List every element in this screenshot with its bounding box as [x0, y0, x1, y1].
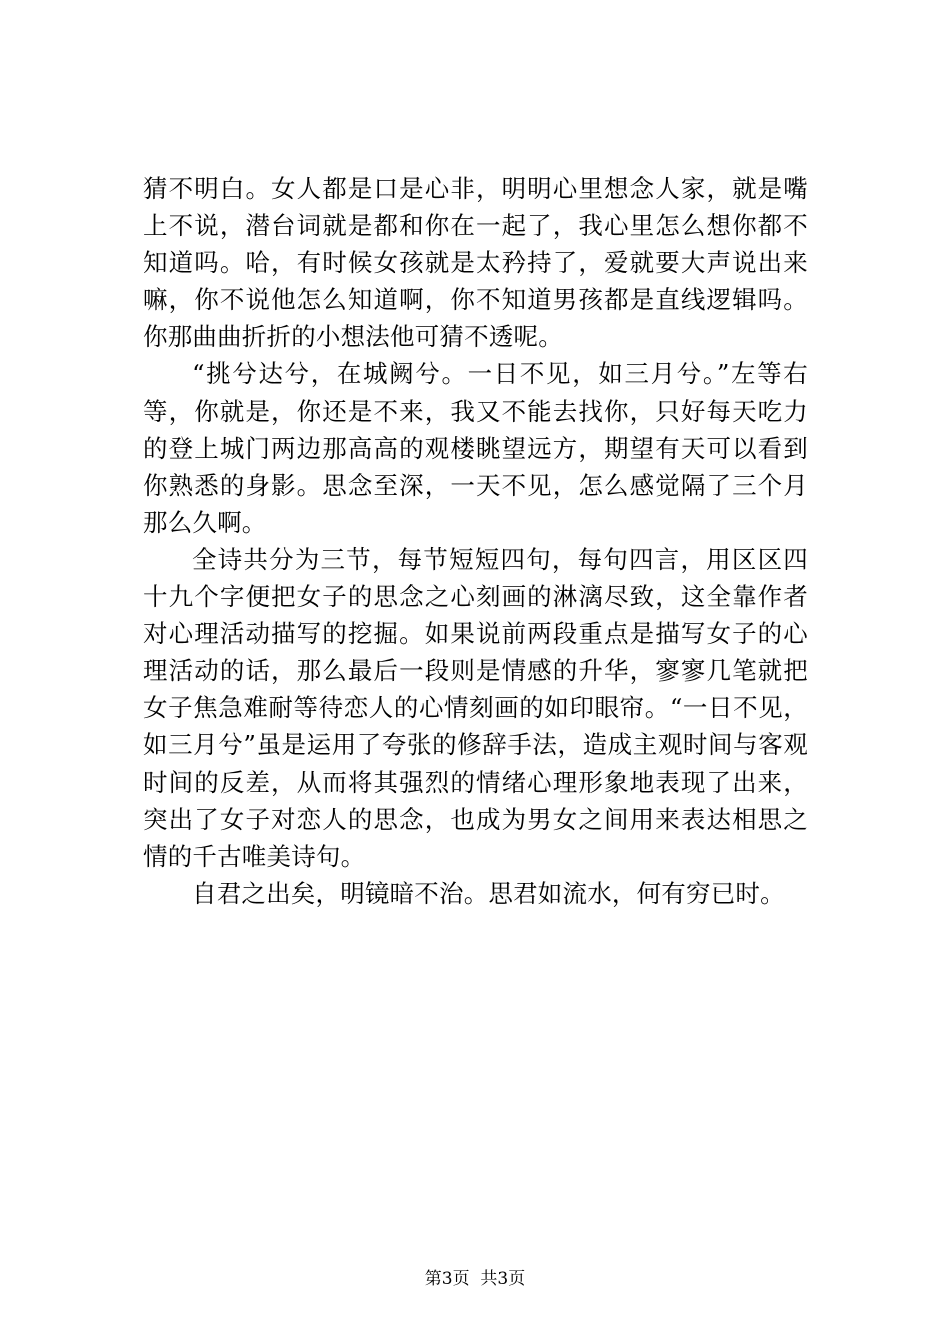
paragraph-continuation: 猜不明白。女人都是口是心非，明明心里想念人家，就是嘴上不说，潜台词就是都和你在一起了，我心里怎么想你都不知道吗。哈，有时候女孩就是太矜持了，爱就要大声说出来嘛，你不说他怎么知道啊，你不知道男孩都是直线逻辑吗。你那曲曲折折的小想法他可猜不透呢。	[143, 174, 808, 352]
footer-spacer	[470, 1269, 481, 1289]
page-number: 第3页	[424, 1269, 470, 1289]
body-text	[143, 170, 808, 912]
paragraph-poem-quote: “挑兮达兮，在城阙兮。一日不见，如三月兮。”左等右等，你就是，你还是不来，我又不能去找你，只好每天吃力的登上城门两边那高高的观楼眺望远方，期望有天可以看到你熟悉的身影。思念至深，一天不见，怎么感觉隔了三个月那么久啊。	[143, 359, 808, 537]
page-footer	[0, 1268, 950, 1290]
page-total: 共3页	[480, 1269, 526, 1289]
paragraph-analysis: 全诗共分为三节，每节短短四句，每句四言，用区区四十九个字便把女子的思念之心刻画的淋漓尽致，这全靠作者对心理活动描写的挖掘。如果说前两段重点是描写女子的心理活动的话，那么最后一段则是情感的升华，寥寥几笔就把女子焦急难耐等待恋人的心情刻画的如印眼帘。“一日不见，如三月兮”虽是运用了夸张的修辞手法，造成主观时间与客观时间的反差，从而将其强烈的情绪心理形象地表现了出来，突出了女子对恋人的思念，也成为男女之间用来表达相思之情的千古唯美诗句。	[143, 544, 808, 871]
paragraph-closing-verse: 自君之出矣，明镜暗不治。思君如流水，何有穷已时。	[192, 878, 785, 908]
